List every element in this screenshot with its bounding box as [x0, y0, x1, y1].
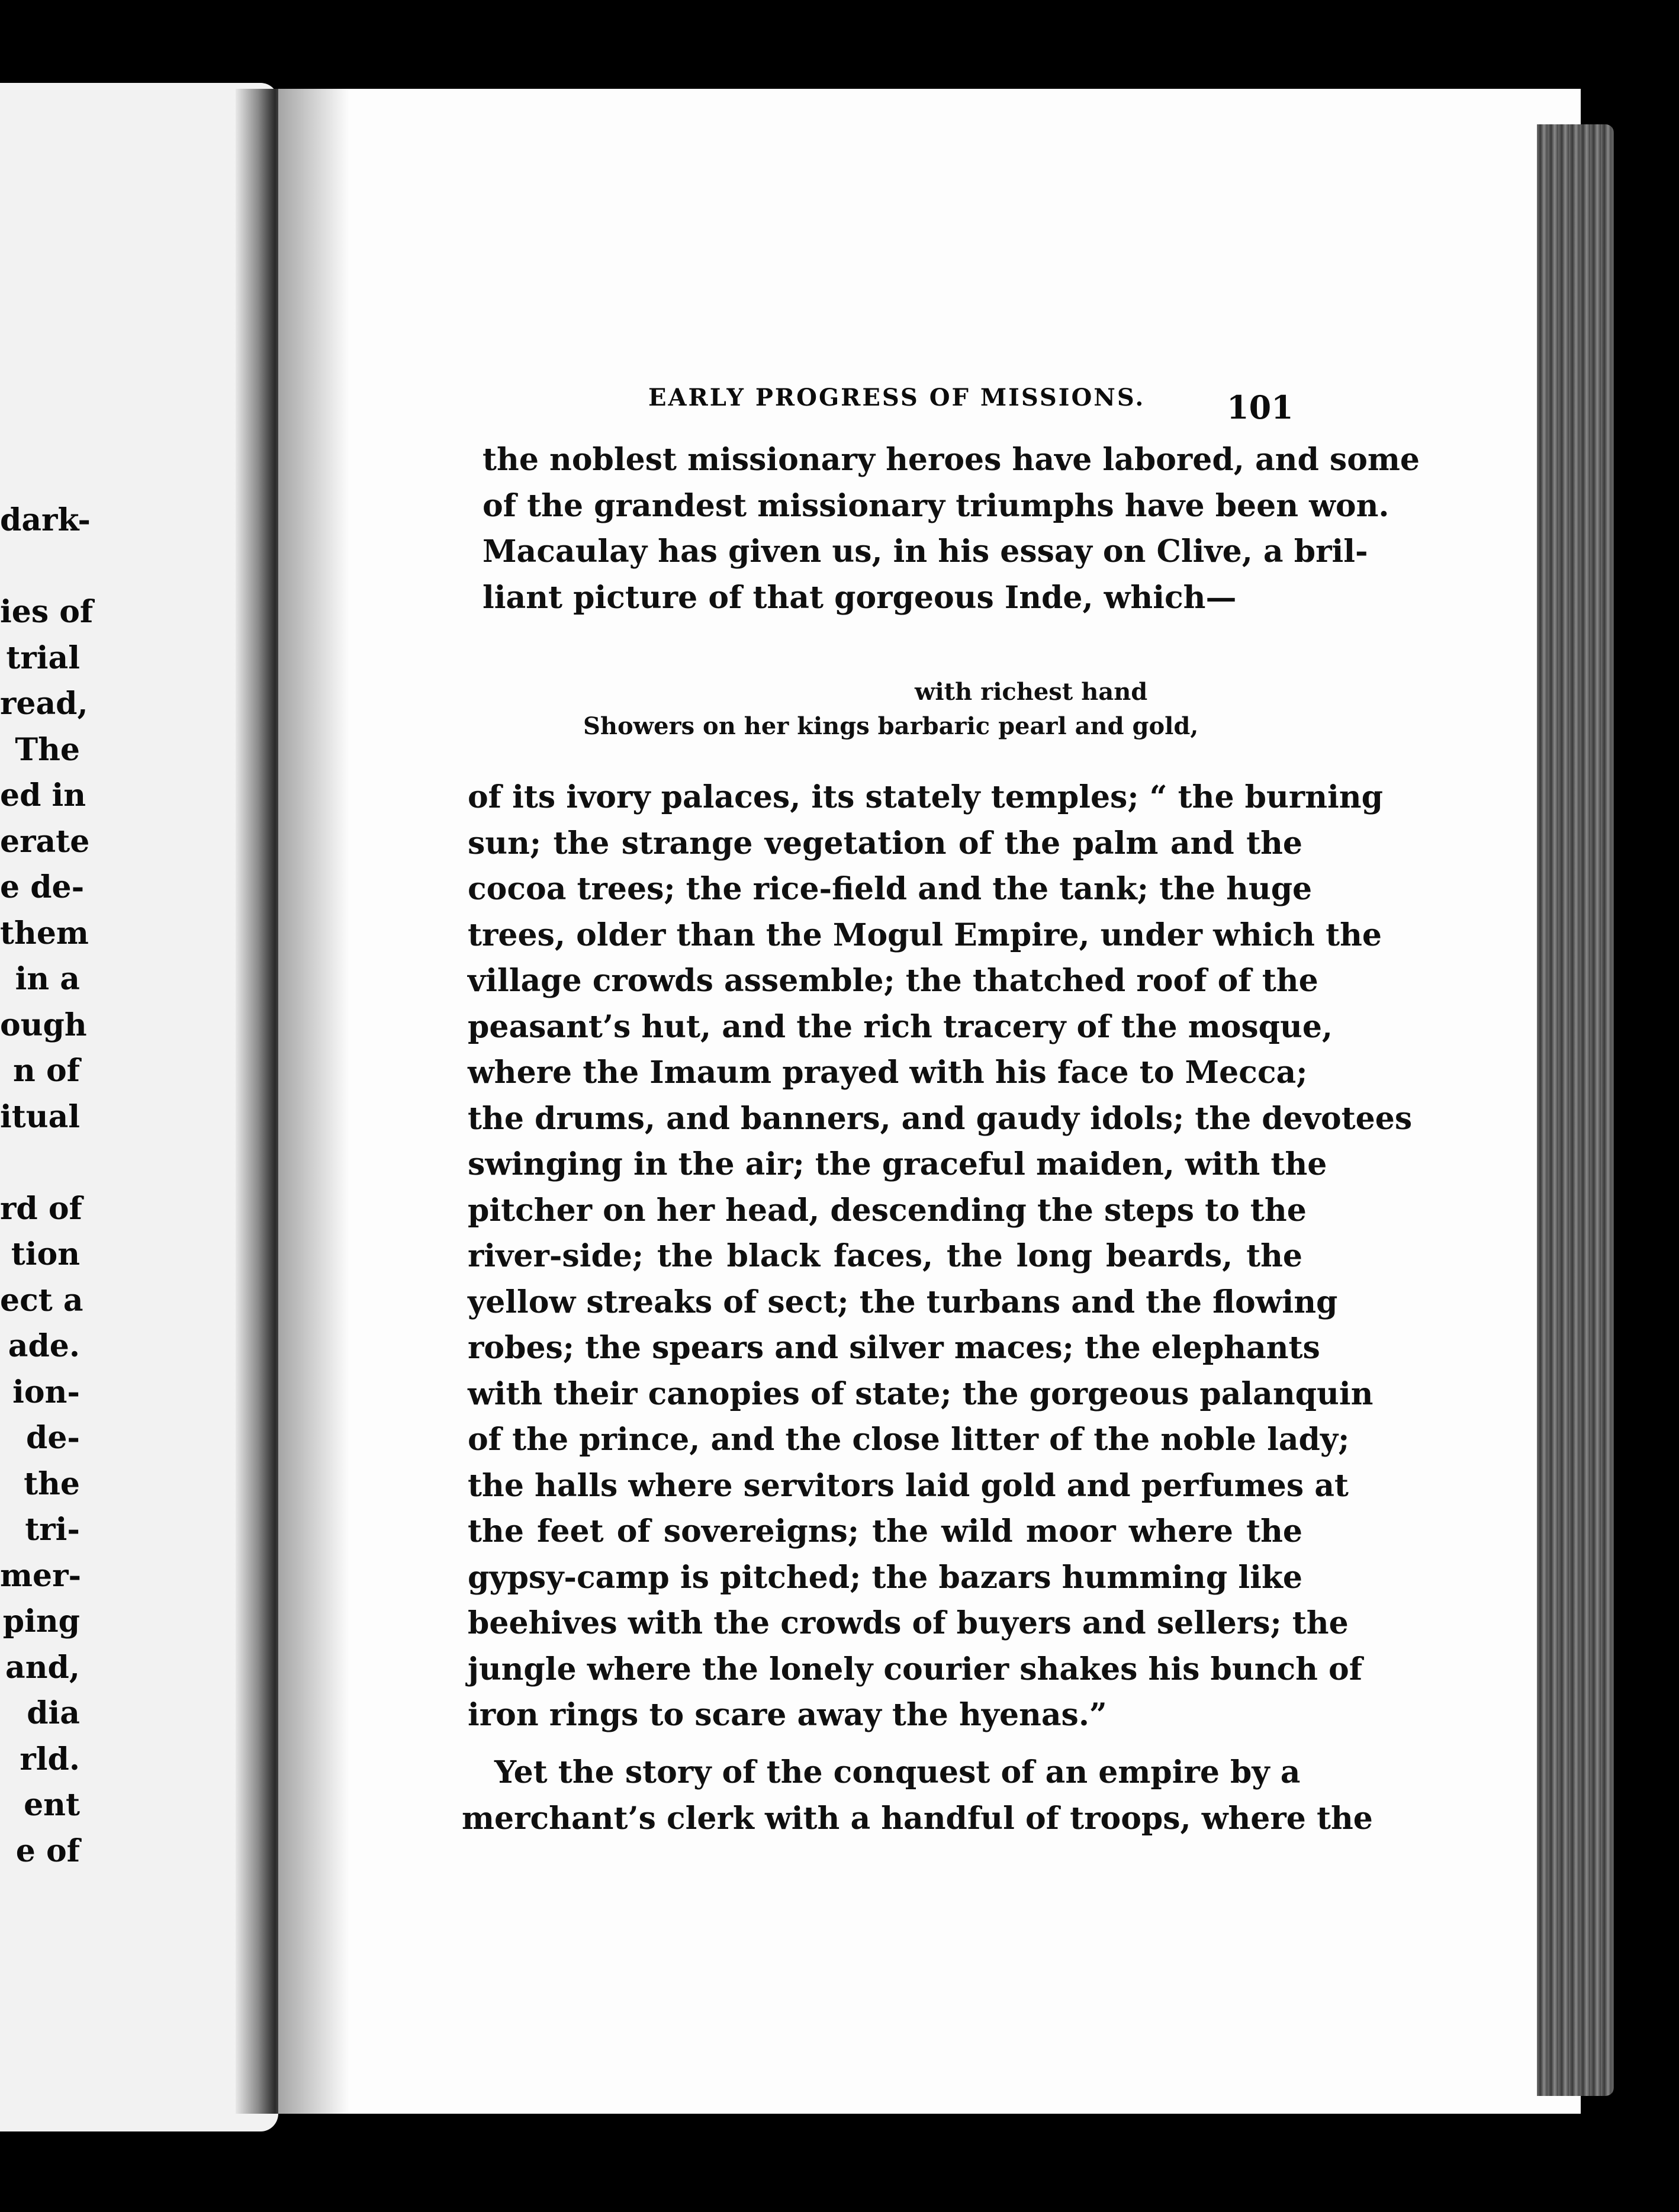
text-line: the drums, and banners, and gaudy idols; the devotees — [468, 1100, 1413, 1137]
left-line: ent — [24, 1787, 80, 1823]
text-line: the feet of sovereigns; the wild moor where the — [468, 1513, 1302, 1549]
text-line: the noblest missionary heroes have labored, and some — [483, 442, 1420, 478]
left-line: itual — [0, 1098, 81, 1135]
text-line: where the Imaum prayed with his face to Mecca; — [468, 1054, 1308, 1091]
text-line: robes; the spears and silver maces; the elephants — [468, 1330, 1320, 1366]
left-line: n of — [13, 1053, 80, 1089]
left-line: e of — [15, 1832, 80, 1869]
left-line: the — [24, 1465, 80, 1502]
text-line: trees, older than the Mogul Empire, under which the — [468, 917, 1382, 953]
text-line: village crowds assemble; the thatched roof of the — [468, 963, 1318, 999]
paragraph-2 — [468, 774, 1413, 1738]
text-line: of the prince, and the close litter of the noble lady; — [468, 1422, 1350, 1458]
left-line: ade. — [8, 1328, 80, 1364]
text-line: yellow streaks of sect; the turbans and the flowing — [468, 1284, 1338, 1320]
text-line: Macaulay has given us, in his essay on Clive, a bril- — [483, 533, 1368, 570]
text-line: with their canopies of state; the gorgeous palanquin — [468, 1375, 1374, 1412]
page-edges — [1537, 124, 1614, 2096]
left-line: de- — [25, 1420, 80, 1456]
text-line: sun; the strange vegetation of the palm and the — [468, 825, 1302, 861]
verse-quote — [583, 675, 1199, 744]
running-head: EARLY PROGRESS OF MISSIONS. — [648, 384, 1146, 411]
left-line: The — [15, 731, 80, 768]
page-number: 101 — [1227, 388, 1294, 426]
text-line: of its ivory palaces, its stately temples; “ the burning — [468, 779, 1383, 815]
left-line: read, — [0, 686, 88, 722]
left-line: erate — [0, 823, 90, 860]
text-line: jungle where the lonely courier shakes his bunch of — [468, 1651, 1363, 1687]
left-line: tri- — [25, 1512, 80, 1548]
text-line: swinging in the air; the graceful maiden, with the — [468, 1146, 1327, 1182]
left-line: dia — [27, 1695, 80, 1731]
text-line: cocoa trees; the rice-field and the tank; the huge — [468, 871, 1313, 907]
left-line: ies of — [0, 594, 94, 630]
left-line: e de- — [0, 869, 85, 905]
left-line: rd of — [0, 1190, 82, 1227]
left-line: mer- — [0, 1557, 82, 1594]
paragraph-1 — [483, 437, 1420, 620]
text-line: merchant’s clerk with a handful of troops, where the — [462, 1800, 1373, 1837]
text-line: the halls where servitors laid gold and perfumes at — [468, 1467, 1349, 1504]
text-line: beehives with the crowds of buyers and sellers; the — [468, 1605, 1349, 1641]
text-line: peasant’s hut, and the rich tracery of the mosque, — [468, 1008, 1333, 1045]
text-line: river-side; the black faces, the long beards, the — [468, 1238, 1302, 1274]
left-line: ect a — [0, 1282, 83, 1319]
left-line — [0, 1140, 80, 1186]
left-line: ping — [2, 1603, 80, 1639]
left-line: and, — [5, 1649, 80, 1686]
left-line: trial — [6, 639, 80, 676]
left-page-text — [0, 497, 94, 1874]
left-line — [0, 544, 80, 590]
quote-line: Showers on her kings barbaric pearl and gold, — [583, 712, 1199, 740]
text-line: liant picture of that gorgeous Inde, which— — [483, 579, 1237, 616]
left-line: ion- — [12, 1374, 80, 1410]
left-line: tion — [11, 1236, 80, 1272]
text-line: iron rings to scare away the hyenas.” — [468, 1697, 1107, 1733]
text-line: pitcher on her head, descending the steps to the — [468, 1192, 1307, 1229]
left-line: them — [0, 915, 89, 951]
left-line: dark- — [0, 502, 91, 538]
left-line: ed in — [0, 777, 86, 814]
quote-line: with richest hand — [915, 678, 1148, 706]
text-line: gypsy-camp is pitched; the bazars humming like — [468, 1559, 1302, 1596]
left-line: ough — [0, 1007, 87, 1043]
text-line: of the grandest missionary triumphs have been won. — [483, 487, 1389, 524]
paragraph-3 — [462, 1750, 1373, 1841]
text-line: Yet the story of the conquest of an empire by a — [494, 1754, 1301, 1790]
left-line: rld. — [20, 1741, 80, 1777]
left-line: in a — [15, 961, 80, 997]
page-shadow — [278, 89, 349, 2114]
